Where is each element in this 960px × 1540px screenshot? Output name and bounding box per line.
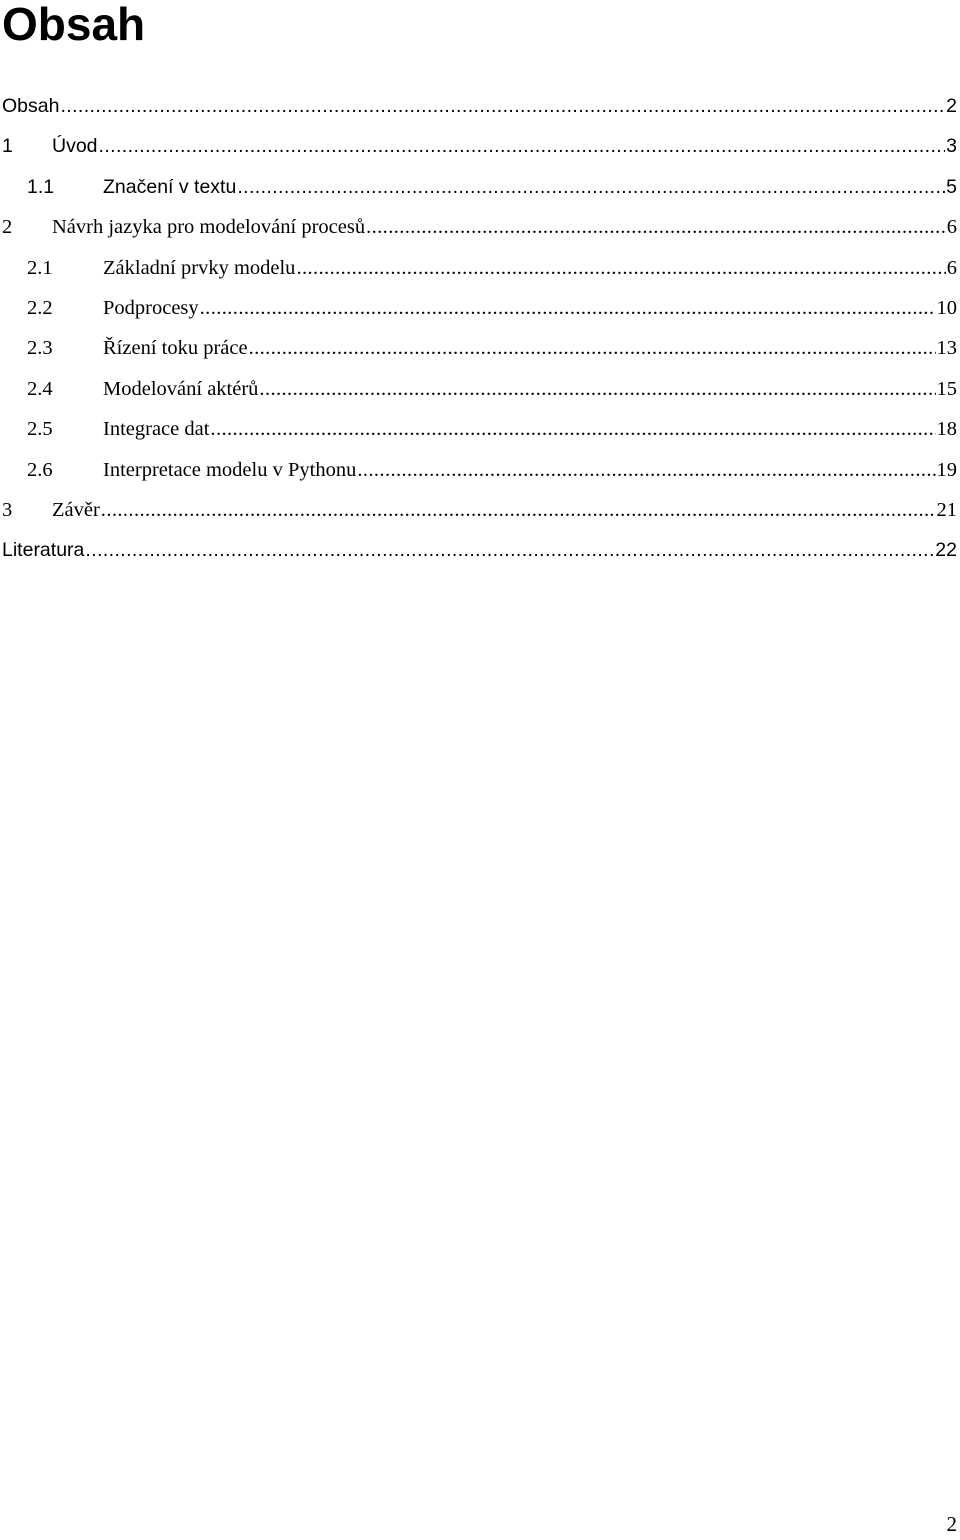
toc-entry-page: 22 — [935, 539, 957, 562]
toc-entry-title: Úvod — [52, 135, 98, 158]
toc-dot-leader — [200, 288, 936, 328]
toc-dot-leader — [101, 490, 936, 530]
toc-entry[interactable] — [2, 207, 957, 247]
page-number: 2 — [946, 1512, 957, 1536]
toc-dot-leader — [60, 86, 945, 126]
toc-dot-leader — [259, 369, 935, 409]
toc-entry-page: 5 — [946, 175, 957, 198]
toc-entry[interactable] — [2, 530, 957, 570]
toc-entry[interactable] — [2, 369, 957, 409]
toc-entry-page: 2 — [946, 95, 957, 117]
toc-entry-number: 3 — [2, 498, 13, 521]
toc-entry-number: 2 — [2, 216, 13, 239]
toc-entry-page: 10 — [936, 296, 957, 319]
toc-entry-title: Integrace dat — [103, 418, 210, 441]
toc-entry-page: 19 — [936, 458, 957, 481]
toc-entry-page: 18 — [936, 418, 957, 441]
toc-entry-number: 1 — [2, 135, 13, 158]
toc-dot-leader — [237, 167, 945, 207]
toc-entry[interactable] — [2, 409, 957, 449]
toc-entry-page: 21 — [936, 498, 957, 521]
toc-entry-title: Interpretace modelu v Pythonu — [103, 458, 357, 481]
toc-entry-page: 13 — [936, 337, 957, 360]
toc-dot-leader — [357, 450, 935, 490]
toc-entry-page: 3 — [946, 135, 957, 158]
toc-entry[interactable] — [2, 86, 957, 126]
toc-entry-title: Obsah — [2, 95, 60, 117]
toc-entry[interactable] — [2, 248, 957, 288]
toc-entry-number: 2.5 — [27, 418, 53, 441]
page-title: Obsah — [2, 0, 146, 50]
toc-dot-leader — [85, 530, 934, 570]
toc-entry-page: 6 — [946, 216, 957, 239]
toc-entry[interactable] — [2, 288, 957, 328]
toc-entry-title: Základní prvky modelu — [103, 256, 296, 279]
toc-entry[interactable] — [2, 490, 957, 530]
toc-entry-number: 1.1 — [27, 175, 55, 198]
toc-entry-title: Značení v textu — [103, 175, 237, 198]
toc-entry-title: Literatura — [2, 539, 85, 562]
toc-dot-leader — [249, 328, 936, 368]
toc-dot-leader — [210, 409, 935, 449]
toc-entry-number: 2.4 — [27, 377, 53, 400]
toc-entry[interactable] — [2, 126, 957, 166]
toc-entry-title: Podprocesy — [103, 296, 199, 319]
toc-entry-number: 2.6 — [27, 458, 53, 481]
toc-entry-number: 2.2 — [27, 296, 53, 319]
toc-entry[interactable] — [2, 167, 957, 207]
toc-entry[interactable] — [2, 450, 957, 490]
toc-entry-page: 15 — [936, 377, 957, 400]
toc-entry-title: Závěr — [52, 498, 100, 521]
toc-entry-title: Modelování aktérů — [103, 377, 259, 400]
toc-entry-number: 2.1 — [27, 256, 53, 279]
toc-entry[interactable] — [2, 328, 957, 368]
toc-entry-title: Návrh jazyka pro modelování procesů — [52, 216, 366, 239]
toc-dot-leader — [296, 248, 945, 288]
toc-dot-leader — [366, 207, 946, 247]
toc-entry-number: 2.3 — [27, 337, 53, 360]
table-of-contents — [2, 86, 957, 571]
toc-entry-title: Řízení toku práce — [103, 337, 248, 360]
toc-dot-leader — [99, 126, 946, 166]
toc-entry-page: 6 — [946, 256, 957, 279]
